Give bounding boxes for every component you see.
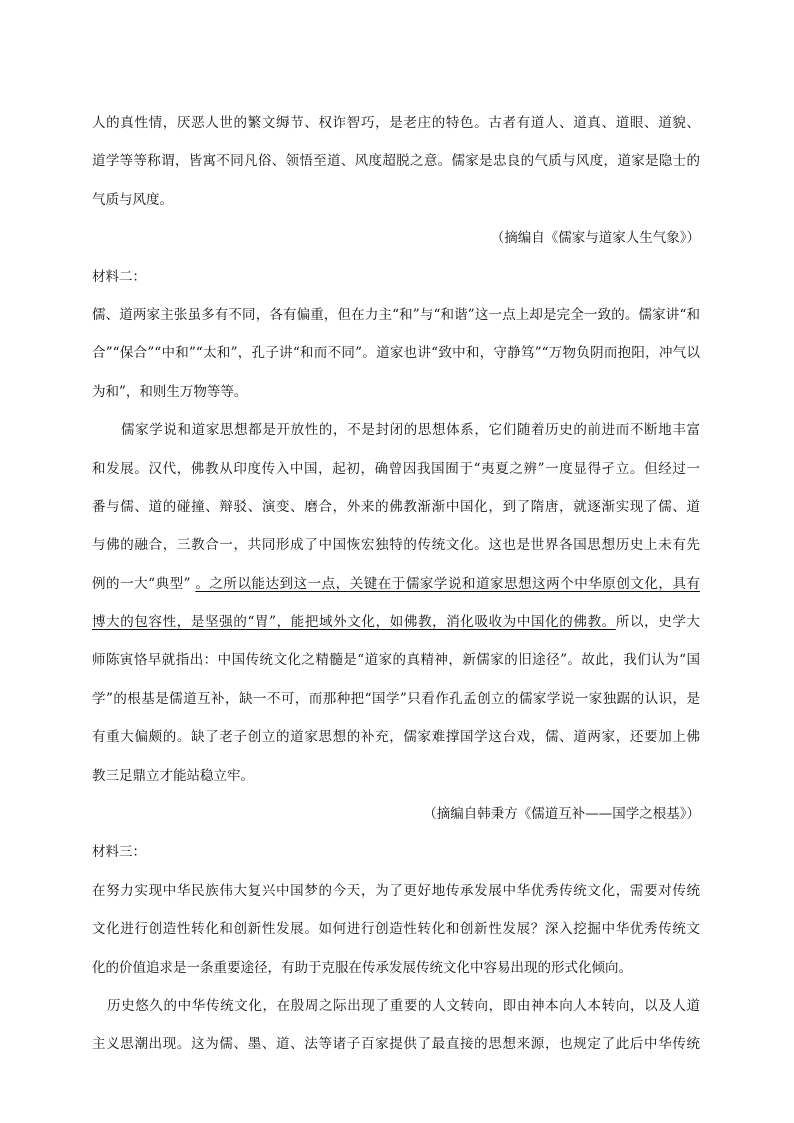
text-line <box>92 603 700 641</box>
text-line: 文化进行创造性转化和创新性发展。如何进行创造性转化和创新性发展？深入挖掘中华优秀传统文 <box>92 921 700 938</box>
source-citation: （摘编自韩秉方《儒道互补——国学之根基》） <box>423 806 700 823</box>
underlined-text: 。之所以能达到这一点，关键在于儒家学说和道家思想这两个中华原创文化，具有 <box>195 575 700 592</box>
text-segment: 所以，史学大 <box>615 614 700 631</box>
text-line: 和发展。汉代，佛教从印度传入中国，起初，确曾因我国囿于“夷夏之辨”一度显得孑立。但经过一 <box>92 460 700 477</box>
text-line: 番与儒、道的碰撞、辩驳、演变、磨合，外来的佛教渐渐中国化，到了隋唐，就逐渐实现了儒、道 <box>92 498 700 515</box>
document-page <box>92 104 700 1064</box>
source-citation: （摘编自《儒家与道家人生气象》） <box>490 230 700 247</box>
text-line: 人的真性情，厌恶人世的繁文缛节、权诈智巧，是老庄的特色。古者有道人、道真、道眼、道貌、 <box>92 115 700 131</box>
text-line: 儒家学说和道家思想都是开放性的，不是封闭的思想体系，它们随着历史的前进而不断地丰富 <box>121 422 700 439</box>
text-line: 历史悠久的中华传统文化，在殷周之际出现了重要的人文转向，即由神本向人本转向，以及人道 <box>107 997 700 1014</box>
text-line: 道学等等称谓，皆寓不同凡俗、领悟至道、风度超脱之意。儒家是忠良的气质与风度，道家是隐士的 <box>92 153 700 170</box>
text-line: 有重大偏颇的。缺了老子创立的道家思想的补充，儒家难撑国学这台戏，儒、道两家，还要加上佛 <box>92 729 700 746</box>
text-line: 化的价值追求是一条重要途径，有助于克服在传承发展传统文化中容易出现的形式化倾向。 <box>92 959 632 976</box>
text-segment: 例的一大“典型” <box>92 575 191 592</box>
text-line: 学”的根基是儒道互补，缺一不可，而那种把“国学”只看作孔孟创立的儒家学说一家独踞的认识，是 <box>92 690 700 707</box>
text-line: 教三足鼎立才能站稳立牢。 <box>92 767 254 784</box>
underlined-text: 博大的包容性，是坚强的“胃”，能把域外文化，如佛教，消化吸收为中国化的佛教。 <box>92 614 616 631</box>
text-line: 儒、道两家主张虽多有不同，各有偏重，但在力主“和”与“和谐”这一点上却是完全一致的。儒家讲“和 <box>92 306 700 323</box>
text-line: 在努力实现中华民族伟大复兴中国梦的今天，为了更好地传承发展中华优秀传统文化，需要对传统 <box>92 882 700 899</box>
section-heading: 材料三： <box>92 844 146 861</box>
text-line: 师陈寅恪早就指出：中国传统文化之精髓是“道家的真精神，新儒家的旧途径”。故此，我们认为“国 <box>92 652 700 669</box>
text-line: 为和”，和则生万物等等。 <box>92 383 248 400</box>
section-heading: 材料二： <box>92 268 146 285</box>
text-line: 与佛的融合，三教合一，共同形成了中国恢宏独特的传统文化。这也是世界各国思想历史上未有先 <box>92 537 700 554</box>
text-line: 合”“保合”“中和”“太和”，孔子讲“和而不同”。道家也讲“致中和，守静笃”“万物负阴而抱阳，冲气以 <box>92 345 700 362</box>
text-line: 主义思潮出现。这为儒、墨、道、法等诸子百家提供了最直接的思想来源，也规定了此后中华传统 <box>92 1036 700 1053</box>
text-line: 气质与风度。 <box>92 191 173 208</box>
text-line <box>92 565 700 603</box>
